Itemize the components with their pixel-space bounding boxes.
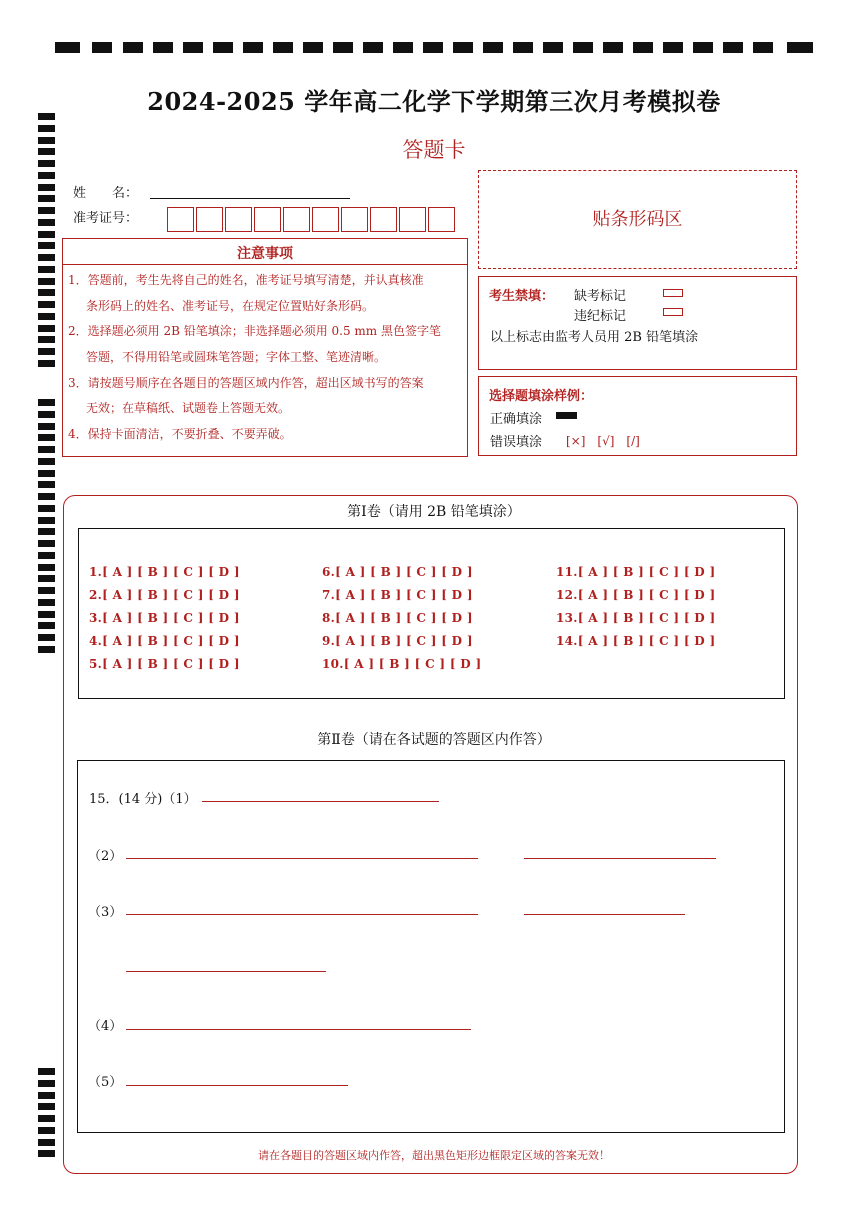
notice-line-4: 答题，不得用铅笔或圆珠笔答题；字体工整、笔迹清晰。 [86, 350, 387, 364]
mc-question-number: 1. [89, 565, 103, 579]
timing-mark [38, 1068, 55, 1075]
mc-options[interactable]: [ A ] [ B ] [ C ] [ D ] [577, 588, 716, 602]
timing-mark [38, 564, 55, 571]
mc-question-number: 2. [89, 588, 103, 602]
mc-question-number: 3. [89, 611, 103, 625]
mc-question-7[interactable] [322, 588, 473, 602]
mc-question-number: 12. [556, 588, 578, 602]
q15-5-label: （5） [88, 1075, 123, 1090]
q15-3-label: （3） [88, 905, 123, 920]
mc-question-14[interactable] [556, 634, 715, 648]
q15-2-label: （2） [88, 849, 123, 864]
violation-mark-box[interactable] [663, 308, 683, 316]
notice-line-7: 4．保持卡面清洁，不要折叠、不要弄破。 [68, 427, 292, 441]
absent-mark-box[interactable] [663, 289, 683, 297]
timing-mark [38, 470, 55, 477]
timing-mark [38, 325, 55, 332]
mc-question-11[interactable] [556, 565, 715, 579]
q15-2-answer-a[interactable] [126, 858, 478, 859]
page-title: 2024-2025 学年高二化学下学期第三次月考模拟卷 [147, 87, 721, 116]
correct-fill-sample [556, 412, 577, 419]
mc-question-number: 8. [322, 611, 336, 625]
mc-question-number: 4. [89, 634, 103, 648]
q15-4-label: （4） [88, 1019, 123, 1034]
mc-options[interactable]: [ A ] [ B ] [ C ] [ D ] [102, 565, 240, 579]
q15-5-answer[interactable] [126, 1085, 348, 1086]
timing-mark [38, 1080, 55, 1087]
correct-label: 正确填涂 [490, 412, 543, 427]
timing-mark [38, 231, 55, 238]
timing-mark [38, 481, 55, 488]
mc-options[interactable]: [ A ] [ B ] [ C ] [ D ] [577, 634, 716, 648]
timing-mark [38, 411, 55, 418]
mc-question-number: 11. [556, 565, 578, 579]
footer-warning: 请在各题目的答题区域内作答，超出黑色矩形边框限定区域的答案无效！ [258, 1149, 610, 1162]
name-label: 姓 名： [73, 186, 139, 201]
timing-mark [38, 622, 55, 629]
timing-mark [38, 336, 55, 343]
timing-mark [38, 289, 55, 296]
timing-mark [38, 587, 55, 594]
notice-line-1: 1．答题前，考生先将自己的姓名，准考证号填写清楚，并认真核准 [68, 273, 424, 287]
mc-question-1[interactable] [89, 565, 240, 579]
notice-line-3: 2．选择题必须用 2B 铅笔填涂；非选择题必须用 0.5 mm 黑色签字笔 [68, 324, 442, 338]
mc-options[interactable]: [ A ] [ B ] [ C ] [ D ] [102, 611, 240, 625]
mc-question-number: 9. [322, 634, 336, 648]
page-subtitle: 答题卡 [402, 138, 466, 162]
mc-question-6[interactable] [322, 565, 473, 579]
timing-mark [38, 278, 55, 285]
mc-question-8[interactable] [322, 611, 473, 625]
notice-title: 注意事项 [237, 246, 293, 262]
timing-mark [38, 360, 55, 367]
part1-title: 第Ⅰ卷（请用 2B 铅笔填涂） [347, 504, 521, 520]
notice-line-2: 条形码上的姓名、准考证号，在规定位置贴好条形码。 [86, 299, 375, 313]
timing-mark [38, 540, 55, 547]
mc-options[interactable]: [ A ] [ B ] [ C ] [ D ] [335, 611, 473, 625]
timing-mark [38, 207, 55, 214]
mc-question-3[interactable] [89, 611, 240, 625]
violation-label: 违纪标记 [574, 309, 627, 324]
id-label: 准考证号： [73, 211, 139, 226]
timing-mark [38, 1139, 55, 1146]
timing-mark [38, 301, 55, 308]
q15-3-answer-a[interactable] [126, 914, 478, 915]
mc-question-12[interactable] [556, 588, 715, 602]
q15-2-answer-b[interactable] [524, 858, 716, 859]
mc-options[interactable]: [ A ] [ B ] [ C ] [ D ] [335, 565, 473, 579]
wrong-label: 错误填涂 [490, 435, 543, 450]
mc-options[interactable]: [ A ] [ B ] [ C ] [ D ] [577, 611, 716, 625]
mc-question-number: 10. [322, 657, 344, 671]
timing-mark [38, 1103, 55, 1110]
absent-label: 缺考标记 [574, 289, 627, 304]
timing-mark [38, 493, 55, 500]
barcode-area [478, 170, 797, 269]
mc-question-number: 5. [89, 657, 103, 671]
prohibit-note: 以上标志由监考人员用 2B 铅笔填涂 [490, 330, 699, 345]
timing-mark [38, 528, 55, 535]
timing-mark [38, 399, 55, 406]
part2-box [77, 760, 785, 1133]
notice-line-5: 3．请按题号顺序在各题目的答题区域内作答，超出区域书写的答案 [68, 376, 424, 390]
q15-header: 15．(14 分)（1） [89, 792, 197, 807]
mc-options[interactable]: [ A ] [ B ] [ C ] [ D ] [335, 634, 473, 648]
sample-title: 选择题填涂样例： [489, 389, 594, 404]
mc-options[interactable]: [ A ] [ B ] [ C ] [ D ] [102, 657, 240, 671]
q15-3-answer-c[interactable] [126, 971, 326, 972]
mc-options[interactable]: [ A ] [ B ] [ C ] [ D ] [577, 565, 716, 579]
timing-mark [38, 446, 55, 453]
mc-options[interactable]: [ A ] [ B ] [ C ] [ D ] [343, 657, 482, 671]
timing-mark [38, 599, 55, 606]
mc-question-number: 6. [322, 565, 336, 579]
mc-question-number: 13. [556, 611, 578, 625]
timing-mark [38, 184, 55, 191]
timing-mark [38, 646, 55, 653]
prohibit-title: 考生禁填： [489, 289, 555, 304]
timing-mark [38, 219, 55, 226]
mc-question-number: 7. [322, 588, 336, 602]
wrong-marks: [×] [√] [/] [566, 434, 640, 448]
timing-mark [38, 423, 55, 430]
timing-mark [38, 434, 55, 441]
q15-1-answer[interactable] [202, 801, 439, 802]
mc-question-5[interactable] [89, 657, 240, 671]
part2-title: 第Ⅱ卷（请在各试题的答题区内作答） [317, 732, 551, 748]
q15-3-answer-b[interactable] [524, 914, 685, 915]
mc-question-10[interactable] [322, 657, 481, 671]
timing-mark [38, 552, 55, 559]
timing-mark [38, 575, 55, 582]
timing-mark [38, 458, 55, 465]
timing-mark [38, 348, 55, 355]
mc-options[interactable]: [ A ] [ B ] [ C ] [ D ] [102, 588, 240, 602]
mc-question-9[interactable] [322, 634, 473, 648]
timing-mark [38, 195, 55, 202]
timing-mark [38, 266, 55, 273]
timing-mark [38, 254, 55, 261]
q15-4-answer[interactable] [126, 1029, 471, 1030]
mc-options[interactable]: [ A ] [ B ] [ C ] [ D ] [335, 588, 473, 602]
timing-mark [38, 313, 55, 320]
mc-question-13[interactable] [556, 611, 715, 625]
timing-mark [38, 1092, 55, 1099]
mc-question-number: 14. [556, 634, 578, 648]
mc-options[interactable]: [ A ] [ B ] [ C ] [ D ] [102, 634, 240, 648]
mc-question-4[interactable] [89, 634, 240, 648]
notice-line-6: 无效；在草稿纸、试题卷上答题无效。 [86, 401, 291, 415]
barcode-label: 贴条形码区 [592, 209, 683, 230]
timing-mark [38, 611, 55, 618]
timing-mark [38, 1115, 55, 1122]
name-field[interactable] [150, 198, 350, 199]
notice-box [62, 238, 468, 457]
timing-mark [38, 634, 55, 641]
timing-mark [38, 242, 55, 249]
timing-mark [38, 1127, 55, 1134]
timing-mark [38, 172, 55, 179]
mc-question-2[interactable] [89, 588, 240, 602]
timing-mark [38, 125, 55, 132]
